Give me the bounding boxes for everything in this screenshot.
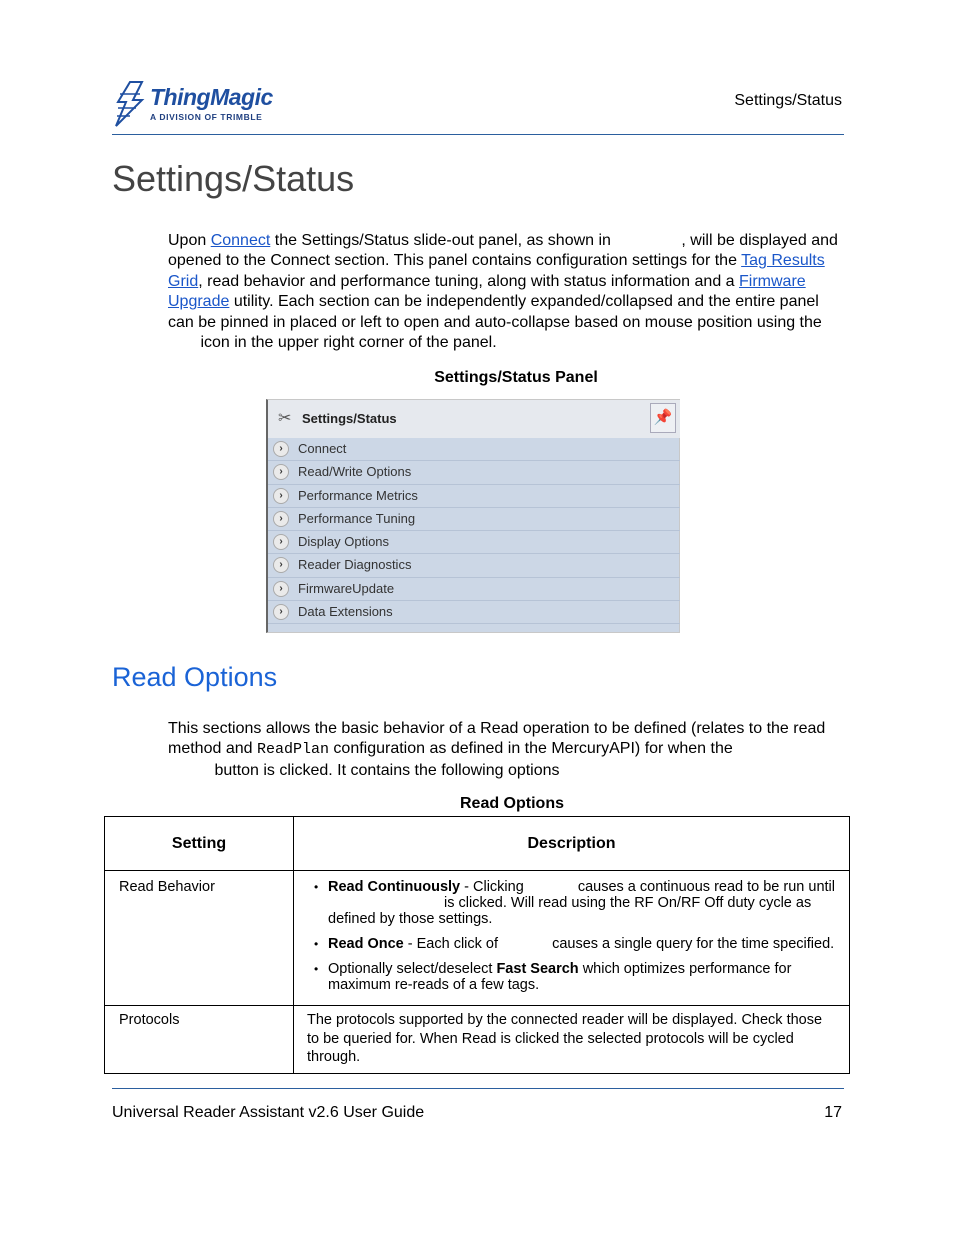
panel-item-data-extensions[interactable]: › Data Extensions [268,601,680,624]
panel-item-display-options[interactable]: › Display Options [268,531,680,554]
panel-item-connect[interactable]: › Connect [268,438,680,461]
setting-cell: Read Behavior [105,871,294,1006]
chevron-right-icon: › [273,441,289,457]
pin-button[interactable] [650,403,676,433]
tag-results-grid-link[interactable]: Tag Results Grid [168,252,825,290]
readplan-code: ReadPlan [256,741,329,759]
tools-icon: ✂ [278,410,292,427]
panel-title: Settings/Status [302,411,397,426]
chevron-right-icon: › [273,488,289,504]
logo-tower-icon [112,80,148,128]
panel-item-performance-tuning[interactable]: › Performance Tuning [268,508,680,531]
table-row [105,871,850,1006]
panel-header [268,400,680,438]
chevron-right-icon: › [273,604,289,620]
panel-caption: Settings/Status Panel [434,369,598,386]
header-section-label: Settings/Status [734,92,842,109]
bullet-read-continuously: • Read Continuously - Clicking causes a continuous read to be run until is clicked. Will read using the RF On/RF Off duty cycle as defined by those settings. [307,879,836,927]
thingmagic-logo [112,80,282,130]
footer-doc-title: Universal Reader Assistant v2.6 User Guide [112,1104,425,1121]
intro-paragraph: Upon Connect the Settings/Status slide-out panel, as shown in , will be displayed and opened to the Connect section. This panel contains configuration settings for the Tag Results Grid, read behavior and performance tuning, along with status information and a Firmware Upgrade utility. Each section can be independently expanded/collapsed and the entire panel can be pinned in placed or left to open and auto-collapse based on mouse position using the icon in the upper right corner of the panel. [168,232,838,352]
bullet-fast-search: • Optionally select/deselect Fast Search which optimizes performance for maximum re-reads of a few tags. [307,961,836,993]
footer-rule [112,1088,844,1089]
panel-item-reader-diagnostics[interactable]: › Reader Diagnostics [268,554,680,577]
table-row [105,1006,850,1074]
settings-status-panel [266,399,680,633]
connect-link[interactable]: Connect [210,232,271,249]
description-cell: The protocols supported by the connected reader will be displayed. Check those to be queried for. When Read is clicked the selected protocols will be cycled through. [294,1006,850,1074]
panel-item-read-write-options[interactable]: › Read/Write Options [268,461,680,484]
description-cell [294,871,850,1006]
read-options-table [104,816,850,1074]
col-header-setting: Setting [105,817,294,871]
chevron-right-icon: › [273,557,289,573]
pin-icon: 📌 [653,409,673,426]
bullet-read-once: • Read Once - Each click of causes a single query for the time specified. [307,936,836,952]
header-rule [112,134,844,135]
page-number: 17 [824,1104,842,1121]
chevron-right-icon: › [273,464,289,480]
panel-item-performance-metrics[interactable]: › Performance Metrics [268,485,680,508]
read-options-heading: Read Options [112,662,278,692]
logo-tagline: A DIVISION OF TRIMBLE [150,112,263,122]
chevron-right-icon: › [273,581,289,597]
setting-cell: Protocols [105,1006,294,1074]
page-title: Settings/Status [112,158,355,199]
chevron-right-icon: › [273,511,289,527]
table-caption: Read Options [459,795,564,812]
firmware-upgrade-link[interactable]: Firmware Upgrade [168,272,806,311]
read-options-paragraph: This sections allows the basic behavior of a Read operation to be defined (relates to the read method and ReadPlan configuration as defined in the MercuryAPI) for when the button is clicked. It contains the following options [168,720,826,779]
logo-wordmark: ThingMagic [150,84,273,110]
panel-item-list [268,438,680,624]
chevron-right-icon: › [273,534,289,550]
table-header-row [105,817,850,871]
panel-item-firmware-update[interactable]: › FirmwareUpdate [268,578,680,601]
col-header-description: Description [294,817,850,871]
